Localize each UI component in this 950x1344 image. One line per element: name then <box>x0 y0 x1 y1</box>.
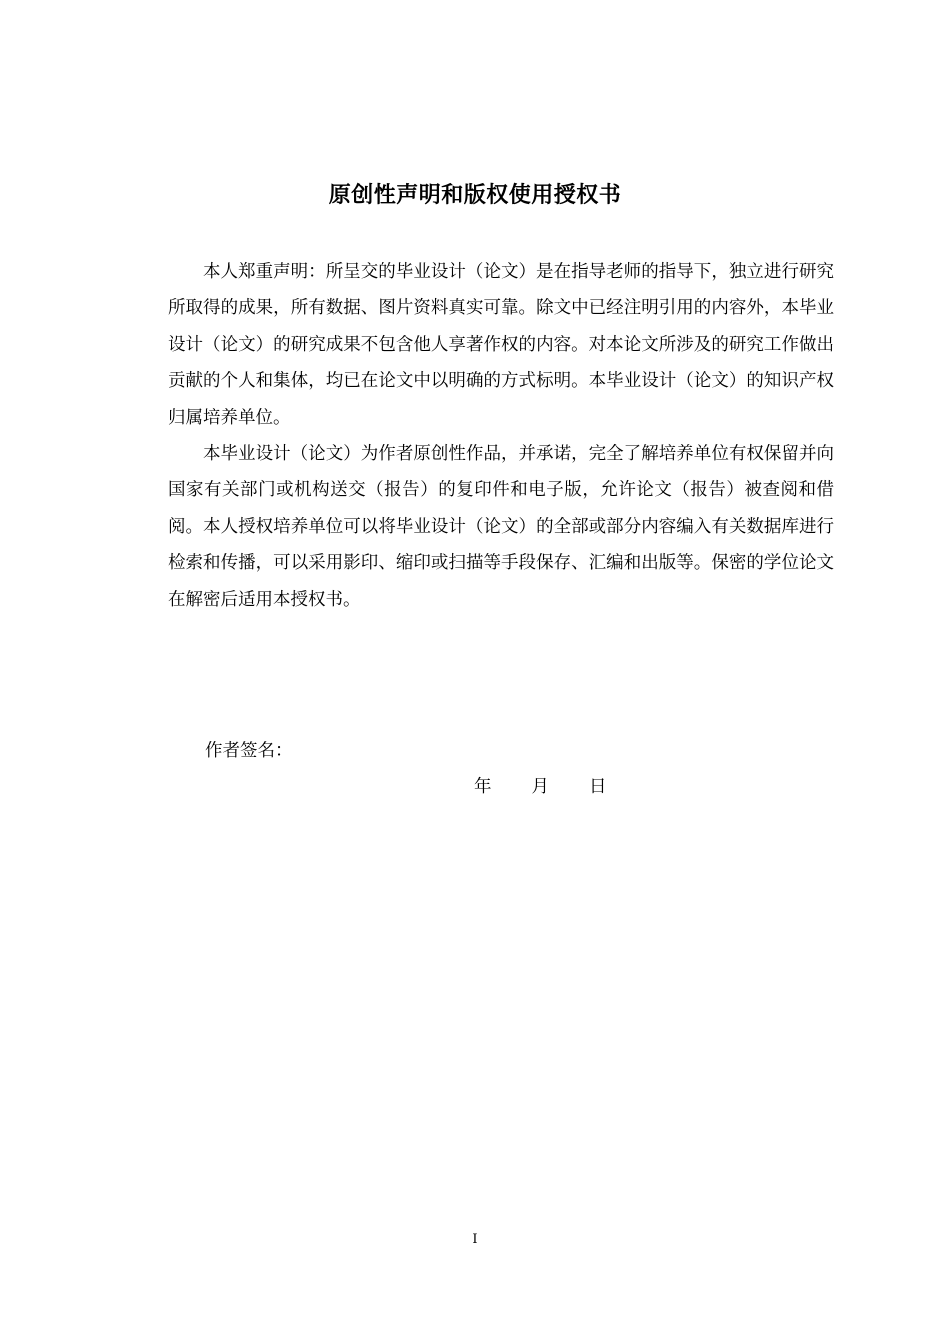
declaration-paragraph-originality: 本人郑重声明：所呈交的毕业设计（论文）是在指导老师的指导下，独立进行研究所取得的成果，所有数据、图片资料真实可靠。除文中已经注明引用的内容外，本毕业设计（论文）的研究成果不包含他人享著作权的内容。对本论文所涉及的研究工作做出贡献的个人和集体，均已在论文中以明确的方式标明。本毕业设计（论文）的知识产权归属培养单位。 <box>168 262 834 428</box>
author-signature-label: 作者签名： <box>205 741 293 761</box>
date-line <box>474 772 607 802</box>
declaration-body <box>168 254 834 618</box>
document-title: 原创性声明和版权使用授权书 <box>328 183 622 208</box>
declaration-paragraph-authorization: 本毕业设计（论文）为作者原创性作品，并承诺，完全了解培养单位有权保留并向国家有关部门或机构送交（报告）的复印件和电子版，允许论文（报告）被查阅和借阅。本人授权培养单位可以将毕业设计（论文）的全部或部分内容编入有关数据库进行检索和传播，可以采用影印、缩印或扫描等手段保存、汇编和出版等。保密的学位论文在解密后适用本授权书。 <box>168 444 834 610</box>
date-month-label: 月 <box>531 777 549 797</box>
page-number: I <box>472 1232 478 1247</box>
date-year-label: 年 <box>474 777 492 797</box>
date-day-label: 日 <box>589 777 607 797</box>
